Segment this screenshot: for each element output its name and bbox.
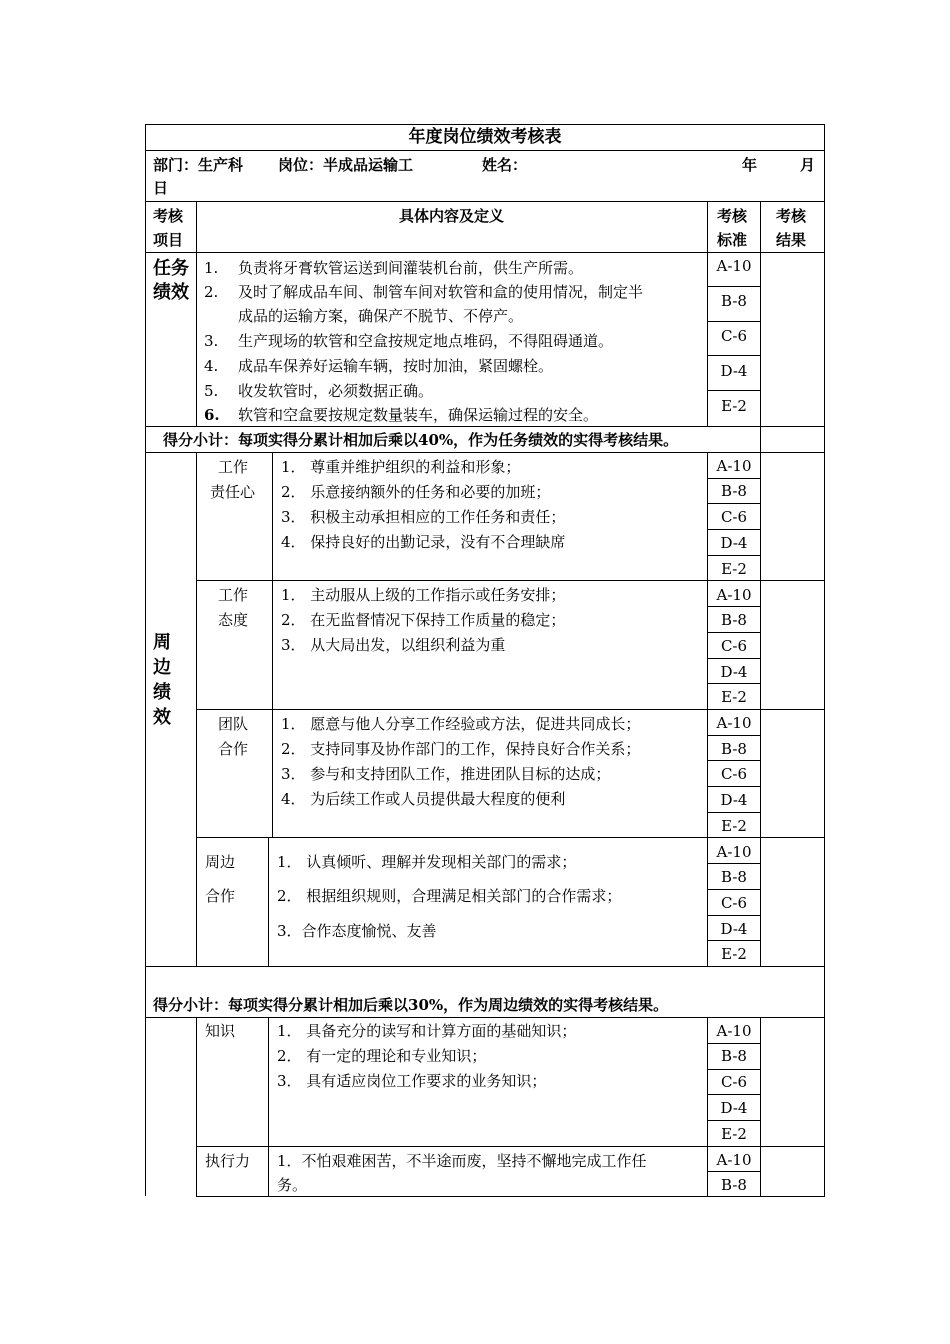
dept-label: 部门：生产科 xyxy=(153,156,244,174)
group-item: 4． 保持良好的出勤记录，没有不合理缺席 xyxy=(281,533,566,551)
col-item-l1: 考核 xyxy=(153,207,184,225)
task-item-num: 6. xyxy=(204,406,220,424)
grade-cell: B-8 xyxy=(721,740,747,758)
task-item-text: 成品车保养好运输车辆，按时加油，紧固螺栓。 xyxy=(238,357,554,375)
grade-cell: A-10 xyxy=(716,1151,752,1169)
grade-cell: C-6 xyxy=(720,508,748,526)
group-item: 务。 xyxy=(277,1176,308,1194)
task-label-l2: 绩效 xyxy=(153,282,189,303)
year-label: 年 xyxy=(742,156,758,174)
grade-cell: D-4 xyxy=(720,791,748,809)
peripheral-label: 效 xyxy=(153,707,171,728)
col-res-l2: 结果 xyxy=(776,231,807,249)
group-item: 4． 为后续工作或人员提供最大程度的便利 xyxy=(281,790,566,808)
group-item: 2． 在无监督情况下保持工作质量的稳定； xyxy=(281,611,566,629)
group-item: 1． 主动服从上级的工作指示或任务安排； xyxy=(281,586,566,604)
task-label-l1: 任务 xyxy=(153,258,189,279)
col-content: 具体内容及定义 xyxy=(398,207,504,225)
group-label-l2: 态度 xyxy=(218,611,249,629)
group-item: 1． 认真倾听、理解并发现相关部门的需求； xyxy=(277,853,577,871)
grade-cell: E-2 xyxy=(721,1125,747,1143)
task-item-text: 成品的运输方案，确保产不脱节、不停产。 xyxy=(238,307,524,325)
group-label-l2: 合作 xyxy=(205,887,236,905)
col-item-l2: 项目 xyxy=(153,231,184,249)
grade-cell: E-2 xyxy=(721,945,747,963)
grade-cell: B-8 xyxy=(721,1047,747,1065)
grade-cell: B-8 xyxy=(721,482,747,500)
grade-cell: C-6 xyxy=(720,327,748,345)
group-item: 1．不怕艰难困苦，不半途而废，坚持不懈地完成工作任 xyxy=(277,1152,647,1170)
group-label-l1: 工作 xyxy=(218,586,249,604)
grade-cell: C-6 xyxy=(720,765,748,783)
grade-cell: E-2 xyxy=(721,817,747,835)
group-label-l1: 周边 xyxy=(205,853,236,871)
peripheral-subtotal: 得分小计：每项实得分累计相加后乘以30%，作为周边绩效的实得考核结果。 xyxy=(153,996,669,1014)
grade-cell: A-10 xyxy=(716,457,752,475)
grade-cell: C-6 xyxy=(720,637,748,655)
grade-cell: E-2 xyxy=(721,397,747,415)
group-label-l1: 工作 xyxy=(218,458,249,476)
grade-cell: A-10 xyxy=(716,586,752,604)
grade-cell: B-8 xyxy=(721,611,747,629)
col-std-l2: 标准 xyxy=(717,231,748,249)
name-label: 姓名： xyxy=(482,156,528,174)
grade-cell: A-10 xyxy=(716,257,752,275)
col-res-l1: 考核 xyxy=(776,207,807,225)
group-label: 知识 xyxy=(205,1022,236,1040)
group-item: 2． 有一定的理论和专业知识； xyxy=(277,1047,487,1065)
task-item-num: 5. xyxy=(204,382,219,400)
task-item-num: 3. xyxy=(204,332,219,350)
task-item-text: 负责将牙膏软管运送到间灌装机台前，供生产所需。 xyxy=(238,259,584,277)
grade-cell: D-4 xyxy=(720,663,748,681)
grade-cell: C-6 xyxy=(720,894,748,912)
group-item: 3． 从大局出发，以组织利益为重 xyxy=(281,636,506,654)
page-title: 年度岗位绩效考核表 xyxy=(408,127,562,147)
grade-cell: B-8 xyxy=(721,868,747,886)
group-item: 3． 具有适应岗位工作要求的业务知识； xyxy=(277,1072,547,1090)
group-label-l2: 合作 xyxy=(218,740,249,758)
task-item-num: 1. xyxy=(204,259,219,277)
group-item: 3．合作态度愉悦、友善 xyxy=(277,922,437,940)
grade-cell: E-2 xyxy=(721,688,747,706)
grade-cell: B-8 xyxy=(721,292,747,310)
task-item-text: 软管和空盒要按规定数量装车，确保运输过程的安全。 xyxy=(238,406,599,424)
group-item: 1． 尊重并维护组织的利益和形象； xyxy=(281,458,521,476)
group-item: 2． 乐意接纳额外的任务和必要的加班； xyxy=(281,483,551,501)
task-item-text: 及时了解成品车间、制管车间对软管和盒的使用情况，制定半 xyxy=(238,283,644,301)
group-label-l1: 团队 xyxy=(218,715,249,733)
col-std-l1: 考核 xyxy=(717,207,748,225)
task-item-num: 2. xyxy=(204,283,219,301)
peripheral-label: 周 xyxy=(153,632,171,653)
grade-cell: D-4 xyxy=(720,920,748,938)
grade-cell: D-4 xyxy=(720,534,748,552)
grade-cell: C-6 xyxy=(720,1073,748,1091)
group-item: 3． 参与和支持团队工作，推进团队目标的达成； xyxy=(281,765,611,783)
grade-cell: E-2 xyxy=(721,560,747,578)
group-item: 1． 愿意与他人分享工作经验或方法，促进共同成长； xyxy=(281,715,641,733)
group-label-l2: 责任心 xyxy=(210,483,256,501)
day-label: 日 xyxy=(153,179,169,197)
grade-cell: B-8 xyxy=(721,1176,747,1194)
grade-cell: D-4 xyxy=(720,362,748,380)
task-item-text: 收发软管时，必须数据正确。 xyxy=(238,382,434,400)
group-item: 2． 支持同事及协作部门的工作，保持良好合作关系； xyxy=(281,740,641,758)
post-label: 岗位：半成品运输工 xyxy=(278,156,414,174)
grade-cell: A-10 xyxy=(716,1022,752,1040)
grade-cell: D-4 xyxy=(720,1099,748,1117)
grade-cell: A-10 xyxy=(716,843,752,861)
task-item-text: 生产现场的软管和空盒按规定地点堆码，不得阻碍通道。 xyxy=(238,332,614,350)
peripheral-label: 边 xyxy=(153,657,171,678)
group-item: 3． 积极主动承担相应的工作任务和责任； xyxy=(281,508,566,526)
task-item-num: 4. xyxy=(204,357,219,375)
group-item: 2． 根据组织规则，合理满足相关部门的合作需求； xyxy=(277,887,622,905)
grade-cell: A-10 xyxy=(716,714,752,732)
month-label: 月 xyxy=(800,156,816,174)
task-subtotal: 得分小计：每项实得分累计相加后乘以40%，作为任务绩效的实得考核结果。 xyxy=(163,431,679,449)
group-label: 执行力 xyxy=(205,1152,251,1170)
peripheral-label: 绩 xyxy=(153,682,171,703)
group-item: 1． 具备充分的读写和计算方面的基础知识； xyxy=(277,1022,577,1040)
